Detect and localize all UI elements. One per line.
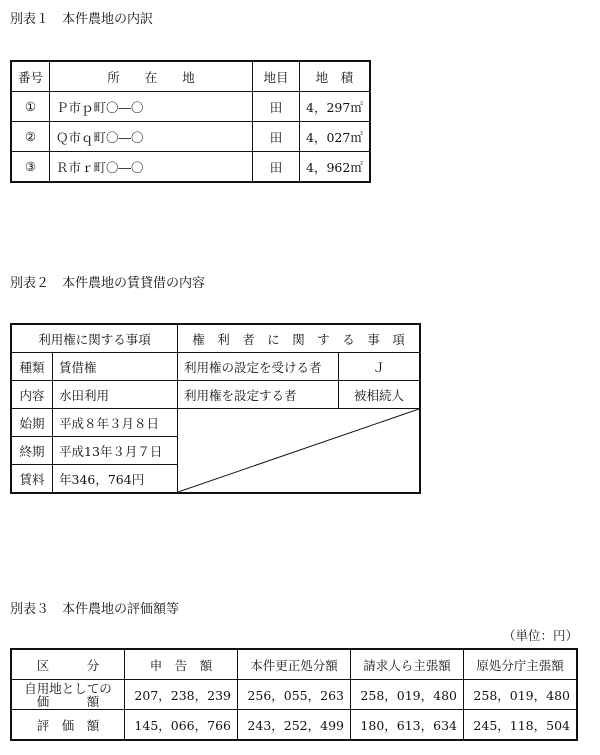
- header-area: 地 積: [300, 61, 370, 92]
- row-area: 4，962㎡: [300, 152, 370, 183]
- right-row-label: 利用権の設定を受ける者: [178, 353, 339, 381]
- header-kosei: 本件更正処分額: [238, 649, 351, 680]
- header-no: 番号: [11, 61, 50, 92]
- row-label: 内容: [11, 381, 53, 409]
- table2-caption: 別表２ 本件農地の賃貸借の内容: [10, 276, 206, 291]
- table-header-row: [11, 649, 577, 680]
- table-row: [11, 680, 577, 710]
- land-breakdown-table: [10, 60, 371, 183]
- table-row: [11, 409, 420, 437]
- row-value: 年346，764円: [53, 465, 178, 494]
- header-right-holder: 権 利 者 に 関 す る 事 項: [178, 324, 421, 353]
- table3-caption: 別表３ 本件農地の評価額等: [10, 602, 180, 617]
- row-seikyu: 258，019，480: [351, 680, 464, 710]
- table-header-row: [11, 324, 420, 353]
- row-no: ①: [11, 92, 50, 122]
- row-label: 終期: [11, 437, 53, 465]
- row-label-line1: 自用地としての: [24, 680, 112, 696]
- table-row: [11, 122, 370, 152]
- header-category: 地目: [253, 61, 300, 92]
- header-kubun: 区 分: [11, 649, 125, 680]
- row-shinkoku: 207，238，239: [125, 680, 238, 710]
- row-kosei: 256，055，263: [238, 680, 351, 710]
- row-value: 水田利用: [53, 381, 178, 409]
- header-location: 所 在 地: [50, 61, 253, 92]
- table-row: [11, 710, 577, 741]
- table-header-row: [11, 61, 370, 92]
- row-kosei: 243，252，499: [238, 710, 351, 741]
- row-no: ③: [11, 152, 50, 183]
- row-category: 田: [253, 92, 300, 122]
- row-category: 田: [253, 152, 300, 183]
- row-area: 4，297㎡: [300, 92, 370, 122]
- right-row-label: 利用権を設定する者: [178, 381, 339, 409]
- valuation-table: [10, 648, 578, 741]
- table-row: [11, 353, 420, 381]
- unit-label: （単位：円）: [502, 628, 578, 643]
- header-usage-right: 利用権に関する事項: [11, 324, 178, 353]
- table-row: [11, 92, 370, 122]
- row-value: 平成８年３月８日: [53, 409, 178, 437]
- header-seikyu: 請求人ら主張額: [351, 649, 464, 680]
- row-label: 種類: [11, 353, 53, 381]
- row-label: 賃料: [11, 465, 53, 494]
- row-value: 賃借権: [53, 353, 178, 381]
- row-value: 平成13年３月７日: [53, 437, 178, 465]
- row-location: Ｒ市ｒ町〇―〇: [50, 152, 253, 183]
- row-label: [11, 680, 125, 710]
- row-label-line2: 価 額: [36, 693, 100, 709]
- row-label: 始期: [11, 409, 53, 437]
- right-row-value: 被相続人: [339, 381, 421, 409]
- header-gensho: 原処分庁主張額: [464, 649, 578, 680]
- table-row: [11, 381, 420, 409]
- row-seikyu: 180，613，634: [351, 710, 464, 741]
- row-gensho: 258，019，480: [464, 680, 578, 710]
- lease-details-table: [10, 323, 421, 494]
- table-row: [11, 152, 370, 183]
- row-location: Ｐ市ｐ町〇―〇: [50, 92, 253, 122]
- table1-caption: 別表１ 本件農地の内訳: [10, 12, 154, 27]
- row-location: Ｑ市ｑ町〇―〇: [50, 122, 253, 152]
- row-area: 4，027㎡: [300, 122, 370, 152]
- diagonal-blank-cell: [178, 409, 421, 494]
- right-row-value: Ｊ: [339, 353, 421, 381]
- diagonal-line: [178, 409, 419, 492]
- row-label: 評 価 額: [11, 710, 125, 741]
- row-shinkoku: 145，066，766: [125, 710, 238, 741]
- row-category: 田: [253, 122, 300, 152]
- row-no: ②: [11, 122, 50, 152]
- header-shinkoku: 申 告 額: [125, 649, 238, 680]
- row-gensho: 245，118，504: [464, 710, 578, 741]
